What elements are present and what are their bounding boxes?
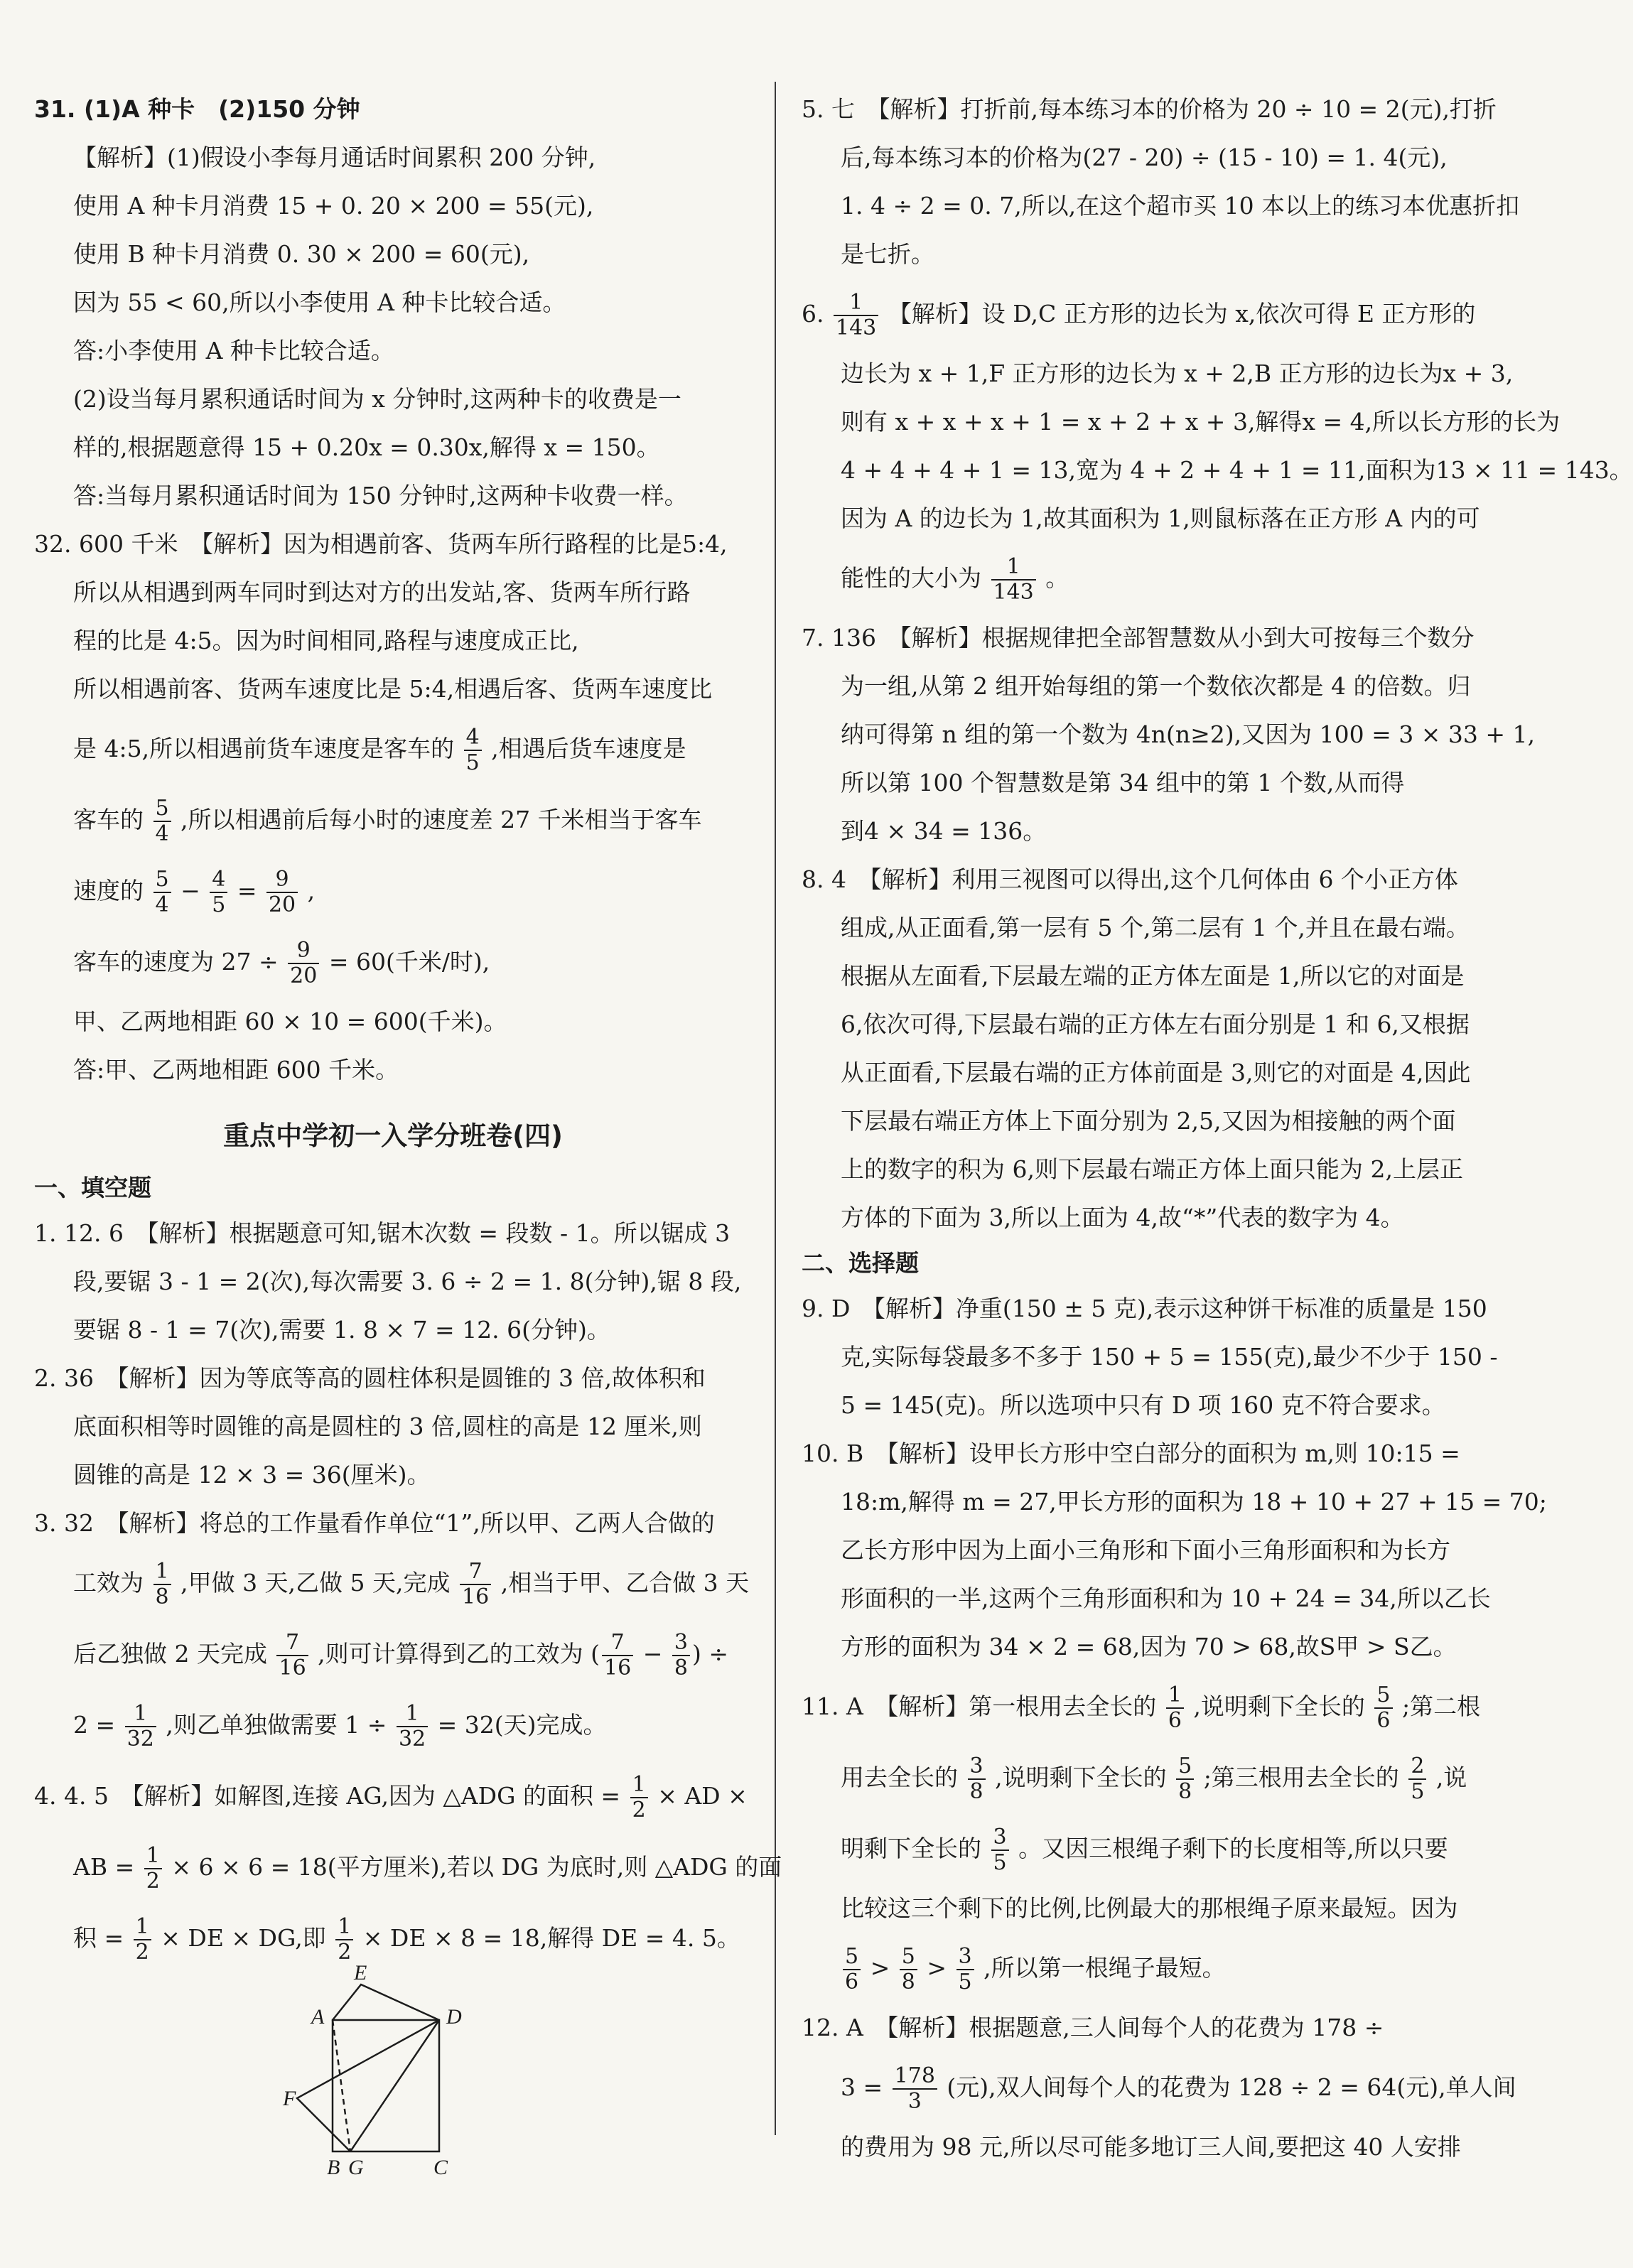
- q3-line: [34, 1548, 752, 1619]
- question-9: [802, 1285, 1519, 1430]
- q7-line: 为一组,从第 2 组开始每组的第一个数依次都是 4 的倍数。归: [841, 672, 1471, 700]
- text: (元),双人间每个人的花费为 128 ÷ 2 = 64(元),单人间: [947, 2073, 1516, 2101]
- denominator: 32: [126, 1727, 154, 1751]
- label-d: D: [446, 2005, 462, 2029]
- numerator: 1: [335, 1915, 353, 1940]
- q2-line: 底面积相等时圆锥的高是圆柱的 3 倍,圆柱的高是 12 厘米,则: [73, 1413, 702, 1440]
- text: ,则可计算得到乙的工效为: [318, 1640, 583, 1668]
- denominator: 8: [901, 1970, 915, 1994]
- denominator: 4: [155, 821, 169, 846]
- q32-line: 速度的 $\frac{5}{4}$ − $\frac{4}{5}$ = $\frac{9}{20}$ ,: [73, 867, 316, 917]
- denominator: 2: [146, 1869, 160, 1894]
- denominator: 6: [1168, 1708, 1182, 1733]
- numerator: 1: [630, 1773, 648, 1798]
- fraction: [1374, 1683, 1392, 1733]
- q31-line: 使用 A 种卡月消费 15 + 0. 20 × 200 = 55(元),: [73, 192, 594, 220]
- denominator: 143: [836, 315, 877, 340]
- q10-line: 18:m,解得 m = 27,甲长方形的面积为 18 + 10 + 27 + 15 = 70;: [841, 1488, 1547, 1516]
- q12-line: 12. A 【解析】根据题意,三人间每个人的花费为 178 ÷: [802, 2014, 1384, 2041]
- denominator: 5: [212, 892, 226, 917]
- fraction: [991, 1825, 1009, 1875]
- question-10: [802, 1430, 1547, 1671]
- q7-line: 所以第 100 个智慧数是第 34 组中的第 1 个数,从而得: [841, 769, 1405, 796]
- question-11: [802, 1671, 1519, 2004]
- text: × AD ×: [657, 1782, 748, 1810]
- q3-line: [34, 1690, 752, 1761]
- q3-line: 后乙独做 2 天完成 $\frac{7}{16}$ ,则可计算得到乙的工效为 ( $\frac{7}{16}$ − $\frac{3}{8}$ ) ÷: [73, 1630, 728, 1680]
- numerator: 5: [843, 1945, 861, 1970]
- text: = 60(千米/时),: [328, 948, 490, 976]
- question-32: [34, 520, 752, 1094]
- numerator: 1: [134, 1915, 151, 1940]
- q11-line: [802, 1933, 1519, 2004]
- q6-line: 则有 x + x + x + 1 = x + 2 + x + 3,解得x = 4,所以长方形的长为: [841, 408, 1561, 436]
- text: ,所以第一根绳子最短。: [983, 1954, 1226, 1982]
- fraction: [968, 1754, 986, 1804]
- text: 。又因三根绳子剩下的长度相等,所以只要: [1018, 1835, 1448, 1862]
- text: ,相当于甲、乙合做 3 天: [500, 1569, 750, 1597]
- label-c: C: [433, 2156, 448, 2179]
- denominator: 5: [1411, 1779, 1425, 1804]
- numerator: 1: [1166, 1683, 1184, 1709]
- q10-line: 乙长方形中因为上面小三角形和下面小三角形面积和为长方: [841, 1536, 1450, 1564]
- text: 4. 4. 5 【解析】如解图,连接 AG,因为 △ADG 的面积 =: [34, 1782, 621, 1810]
- text: 3 =: [841, 2073, 883, 2101]
- q2-line: 2. 36 【解析】因为等底等高的圆柱体积是圆锥的 3 倍,故体积和: [34, 1364, 706, 1392]
- numerator: 3: [956, 1945, 974, 1970]
- denominator: 20: [290, 963, 318, 988]
- fraction: [125, 1702, 156, 1751]
- question-2: [34, 1354, 752, 1499]
- text: 客车的: [73, 806, 144, 833]
- text: × DE × 8 = 18,解得 DE = 4. 5。: [362, 1924, 740, 1952]
- text: × DE × DG,即: [161, 1924, 326, 1952]
- numerator: 7: [276, 1631, 308, 1656]
- q11-line: [802, 1742, 1519, 1813]
- q11-line: 比较这三个剩下的比例,比例最大的那根绳子原来最短。因为: [841, 1894, 1458, 1922]
- q31-line: 答:小李使用 A 种卡比较合适。: [73, 337, 394, 364]
- fraction: [1166, 1683, 1184, 1733]
- q8-line: 下层最右端正方体上下面分别为 2,5,又因为相接触的两个面: [841, 1107, 1456, 1135]
- left-column: [34, 85, 782, 2180]
- q7-line: 纳可得第 n 组的第一个数为 4n(n≥2),又因为 100 = 3 × 33 + 1,: [841, 720, 1535, 748]
- text: = 32(天)完成。: [437, 1711, 607, 1739]
- fraction: [602, 1631, 633, 1680]
- fraction: [464, 725, 482, 775]
- q9-line: 5 = 145(克)。所以选项中只有 D 项 160 克不符合要求。: [841, 1391, 1445, 1419]
- question-7: [802, 614, 1535, 855]
- numerator: 1: [991, 555, 1036, 580]
- numerator: 5: [153, 796, 171, 822]
- q4-line: [34, 1903, 752, 1974]
- numerator: 1: [153, 1560, 171, 1585]
- q7-line: 7. 136 【解析】根据规律把全部智慧数从小到大可按每三个数分: [802, 624, 1475, 652]
- denominator: 16: [279, 1656, 306, 1680]
- q5-line: 后,每本练习本的价格为(27 - 20) ÷ (15 - 10) = 1. 4(元),: [841, 144, 1448, 171]
- q32-answer: 32. 600 千米 【解析】因为相遇前客、货两车所行路程的比是5:4,: [34, 530, 728, 558]
- numerator: 5: [1176, 1754, 1194, 1780]
- q32-line: 甲、乙两地相距 60 × 10 = 600(千米)。: [73, 1008, 507, 1035]
- fraction: [956, 1945, 974, 1994]
- fraction: [672, 1631, 690, 1680]
- denominator: 8: [155, 1584, 169, 1609]
- text: 是 4:5,所以相遇前货车速度是客车的: [73, 735, 455, 762]
- q32-line: 程的比是 4:5。因为时间相同,路程与速度成正比,: [73, 627, 579, 654]
- text: 2 =: [73, 1711, 116, 1739]
- geometry-figure: [283, 1961, 496, 2180]
- numerator: 7: [602, 1631, 633, 1656]
- q11-line: [802, 1671, 1519, 1742]
- text: AB =: [73, 1853, 135, 1881]
- text: ,: [307, 877, 316, 904]
- text: ,甲做 3 天,乙做 5 天,完成: [180, 1569, 451, 1597]
- section-heading-fill-blank: 一、填空题: [34, 1174, 151, 1202]
- text: ÷: [708, 1640, 728, 1668]
- numerator: 5: [900, 1945, 917, 1970]
- numerator: 3: [991, 1825, 1009, 1851]
- right-column: [802, 85, 1633, 2171]
- q4-line: [34, 1832, 782, 1903]
- numerator: 1: [397, 1702, 428, 1727]
- text: 用去全长的: [841, 1764, 958, 1791]
- denominator: 6: [845, 1970, 859, 1994]
- numerator: 178: [893, 2064, 937, 2090]
- text: 6.: [802, 300, 824, 328]
- question-1: [34, 1209, 752, 1354]
- label-a: A: [311, 2005, 325, 2029]
- denominator: 32: [398, 1727, 426, 1751]
- numerator: 2: [1408, 1754, 1426, 1780]
- fraction: [900, 1945, 917, 1994]
- denominator: 4: [155, 892, 169, 917]
- label-f: F: [283, 2087, 296, 2110]
- denominator: 8: [969, 1779, 983, 1804]
- fraction: [893, 2064, 937, 2114]
- q8-line: 方体的下面为 3,所以上面为 4,故“*”代表的数字为 4。: [841, 1204, 1404, 1231]
- q31-line: 【解析】(1)假设小李每月通话时间累积 200 分钟,: [73, 144, 596, 171]
- q31-line: 使用 B 种卡月消费 0. 30 × 200 = 60(元),: [73, 240, 530, 268]
- q1-line: 要锯 8 - 1 = 7(次),需要 1. 8 × 7 = 12. 6(分钟)。: [73, 1316, 610, 1344]
- q32-line: [34, 927, 752, 998]
- numerator: 9: [288, 939, 319, 964]
- column-divider: [775, 82, 776, 2135]
- question-5: [802, 85, 1519, 279]
- text: >: [870, 1954, 890, 1982]
- triangle-aed: [333, 1984, 439, 2020]
- question-3: [34, 1499, 752, 1761]
- fraction: [288, 939, 319, 988]
- fraction: [397, 1702, 428, 1751]
- fraction: [210, 868, 227, 917]
- fraction: [153, 1560, 171, 1609]
- text: ,说明剩下全长的: [1193, 1692, 1365, 1720]
- text: × 6 × 6 = 18(平方厘米),若以 DG 为底时,则 △ADG 的面: [171, 1853, 782, 1881]
- q12-line: 的费用为 98 元,所以尽可能多地订三人间,要把这 40 人安排: [841, 2133, 1461, 2161]
- q31-line: 样的,根据题意得 15 + 0.20x = 0.30x,解得 x = 150。: [73, 433, 660, 461]
- fraction: [335, 1915, 353, 1965]
- text: 11. A 【解析】第一根用去全长的: [802, 1692, 1157, 1720]
- q3-line: 3. 32 【解析】将总的工作量看作单位“1”,所以甲、乙两人合做的: [34, 1509, 715, 1537]
- denominator: 5: [993, 1850, 1007, 1875]
- numerator: 1: [834, 291, 878, 316]
- q8-line: 6,依次可得,下层最右端的正方体左右面分别是 1 和 6,又根据: [841, 1010, 1470, 1038]
- denominator: 143: [993, 580, 1034, 605]
- fraction: [460, 1560, 491, 1609]
- q1-line: 段,要锯 3 - 1 = 2(次),每次需要 3. 6 ÷ 2 = 1. 8(分钟),锯 8 段,: [73, 1268, 742, 1295]
- q6-line: [802, 543, 1519, 614]
- segment-dg: [350, 2020, 439, 2151]
- question-8: [802, 855, 1519, 1242]
- exam-title: 重点中学初一入学分班卷(四): [223, 1120, 563, 1151]
- numerator: 5: [153, 868, 171, 893]
- numerator: 4: [210, 868, 227, 893]
- text: ,则乙单独做需要 1 ÷: [166, 1711, 387, 1739]
- numerator: 4: [464, 725, 482, 751]
- fraction: [843, 1945, 861, 1994]
- q10-line: 形面积的一半,这两个三角形面积和为 10 + 24 = 34,所以乙长: [841, 1584, 1491, 1612]
- q31-line: 因为 55 < 60,所以小李使用 A 种卡比较合适。: [73, 288, 566, 316]
- text: 能性的大小为: [841, 564, 981, 592]
- denominator: 5: [958, 1970, 972, 1994]
- label-e: E: [354, 1961, 367, 1984]
- fraction: [991, 555, 1036, 605]
- text: ;第二根: [1402, 1692, 1481, 1720]
- q5-line: 1. 4 ÷ 2 = 0. 7,所以,在这个超市买 10 本以上的练习本优惠折扣: [841, 192, 1520, 220]
- text: 工效为: [73, 1569, 144, 1597]
- q8-line: 根据从左面看,下层最左端的正方体左面是 1,所以它的对面是: [841, 962, 1465, 990]
- text: 速度的: [73, 877, 144, 904]
- fraction: [266, 868, 298, 917]
- question-4: [34, 1761, 782, 1974]
- denominator: 2: [135, 1940, 149, 1965]
- numerator: 1: [144, 1844, 162, 1869]
- text: 后乙独做 2 天完成: [73, 1640, 267, 1668]
- fraction: [134, 1915, 151, 1965]
- q6-line: 边长为 x + 1,F 正方形的边长为 x + 2,B 正方形的边长为x + 3,: [841, 360, 1514, 387]
- text: 客车的速度为 27 ÷: [73, 948, 279, 976]
- q31-answer: 31. (1)A 种卡 (2)150 分钟: [34, 95, 360, 123]
- q6-line: 因为 A 的边长为 1,故其面积为 1,则鼠标落在正方形 A 内的可: [841, 504, 1480, 532]
- q8-line: 组成,从正面看,第一层有 5 个,第二层有 1 个,并且在最右端。: [841, 914, 1470, 941]
- denominator: 5: [465, 750, 480, 775]
- numerator: 1: [125, 1702, 156, 1727]
- denominator: 8: [674, 1656, 688, 1680]
- denominator: 8: [1178, 1779, 1192, 1804]
- text: ,说明剩下全长的: [995, 1764, 1167, 1791]
- square-dgef-side: [297, 2020, 439, 2151]
- q32-line: 所以相遇前客、货两车速度比是 5:4,相遇后客、货两车速度比: [73, 675, 713, 703]
- text: ;第三根用去全长的: [1203, 1764, 1399, 1791]
- numerator: 5: [1374, 1683, 1392, 1709]
- text: >: [927, 1954, 947, 1982]
- question-6: [802, 279, 1633, 614]
- q6-line: 4 + 4 + 4 + 1 = 13,宽为 4 + 2 + 4 + 1 = 11,面积为13 × 11 = 143。: [841, 456, 1633, 484]
- text: 积 =: [73, 1924, 124, 1952]
- denominator: 16: [462, 1584, 490, 1609]
- q5-line: 是七折。: [841, 240, 934, 268]
- q2-line: 圆锥的高是 12 × 3 = 36(厘米)。: [73, 1461, 431, 1489]
- q31-line: 答:当每月累积通话时间为 150 分钟时,这两种卡收费一样。: [73, 482, 688, 509]
- text: 。: [1045, 564, 1069, 592]
- q31-line: (2)设当每月累积通话时间为 x 分钟时,这两种卡的收费是一: [73, 385, 681, 413]
- text: ,说: [1435, 1764, 1467, 1791]
- question-12: [802, 2004, 1519, 2171]
- fraction: [1176, 1754, 1194, 1804]
- fraction: [153, 868, 171, 917]
- denominator: 20: [268, 892, 296, 917]
- denominator: 2: [632, 1798, 646, 1822]
- q32-line: 所以从相遇到两车同时到达对方的出发站,客、货两车所行路: [73, 578, 691, 606]
- denominator: 3: [907, 2089, 922, 2114]
- text: ,所以相遇前后每小时的速度差 27 千米相当于客车: [180, 806, 702, 833]
- fraction: [144, 1844, 162, 1894]
- q10-line: 10. B 【解析】设甲长方形中空白部分的面积为 m,则 10:15 =: [802, 1440, 1460, 1467]
- q4-line: [34, 1761, 752, 1832]
- fraction: [276, 1631, 308, 1680]
- text: ,相遇后货车速度是: [491, 735, 686, 762]
- q9-line: 9. D 【解析】净重(150 ± 5 克),表示这种饼干标准的质量是 150: [802, 1295, 1487, 1322]
- segment-ag: [333, 2020, 350, 2151]
- label-g: G: [348, 2156, 364, 2179]
- fraction: [834, 291, 878, 340]
- q32-line: 答:甲、乙两地相距 600 千米。: [73, 1056, 399, 1084]
- q7-line: 到4 × 34 = 136。: [841, 817, 1047, 845]
- question-31: [34, 85, 752, 520]
- fraction: [1408, 1754, 1426, 1804]
- q32-line: [34, 713, 752, 784]
- q8-line: 上的数字的积为 6,则下层最右端正方体上面只能为 2,上层正: [841, 1155, 1463, 1183]
- text: 明剩下全长的: [841, 1835, 981, 1862]
- numerator: 3: [968, 1754, 986, 1780]
- q8-line: 从正面看,下层最右端的正方体前面是 3,则它的对面是 4,因此: [841, 1059, 1471, 1086]
- numerator: 9: [266, 868, 298, 893]
- q8-line: 8. 4 【解析】利用三视图可以得出,这个几何体由 6 个小正方体: [802, 865, 1458, 893]
- label-b: B: [327, 2156, 340, 2179]
- q9-line: 克,实际每袋最多不多于 150 + 5 = 155(克),最少不少于 150 -: [841, 1343, 1498, 1371]
- numerator: 3: [672, 1631, 690, 1656]
- q6-line: [802, 279, 1519, 350]
- numerator: 7: [460, 1560, 491, 1585]
- denominator: 6: [1376, 1708, 1391, 1733]
- denominator: 2: [338, 1940, 352, 1965]
- section-heading-choice: 二、选择题: [802, 1249, 919, 1277]
- q11-line: [802, 1813, 1519, 1884]
- denominator: 16: [604, 1656, 632, 1680]
- q1-line: 1. 12. 6 【解析】根据题意可知,锯木次数 = 段数 - 1。所以锯成 3: [34, 1219, 731, 1247]
- fraction: [153, 796, 171, 846]
- q12-line: [802, 2052, 1519, 2123]
- q32-line: [34, 784, 752, 855]
- q5-line: 5. 七 【解析】打折前,每本练习本的价格为 20 ÷ 10 = 2(元),打折: [802, 95, 1497, 123]
- q10-line: 方形的面积为 34 × 2 = 68,因为 70 > 68,故S甲 > S乙。: [841, 1633, 1457, 1660]
- fraction: [630, 1773, 648, 1822]
- text: 【解析】设 D,C 正方形的边长为 x,依次可得 E 正方形的: [888, 300, 1476, 328]
